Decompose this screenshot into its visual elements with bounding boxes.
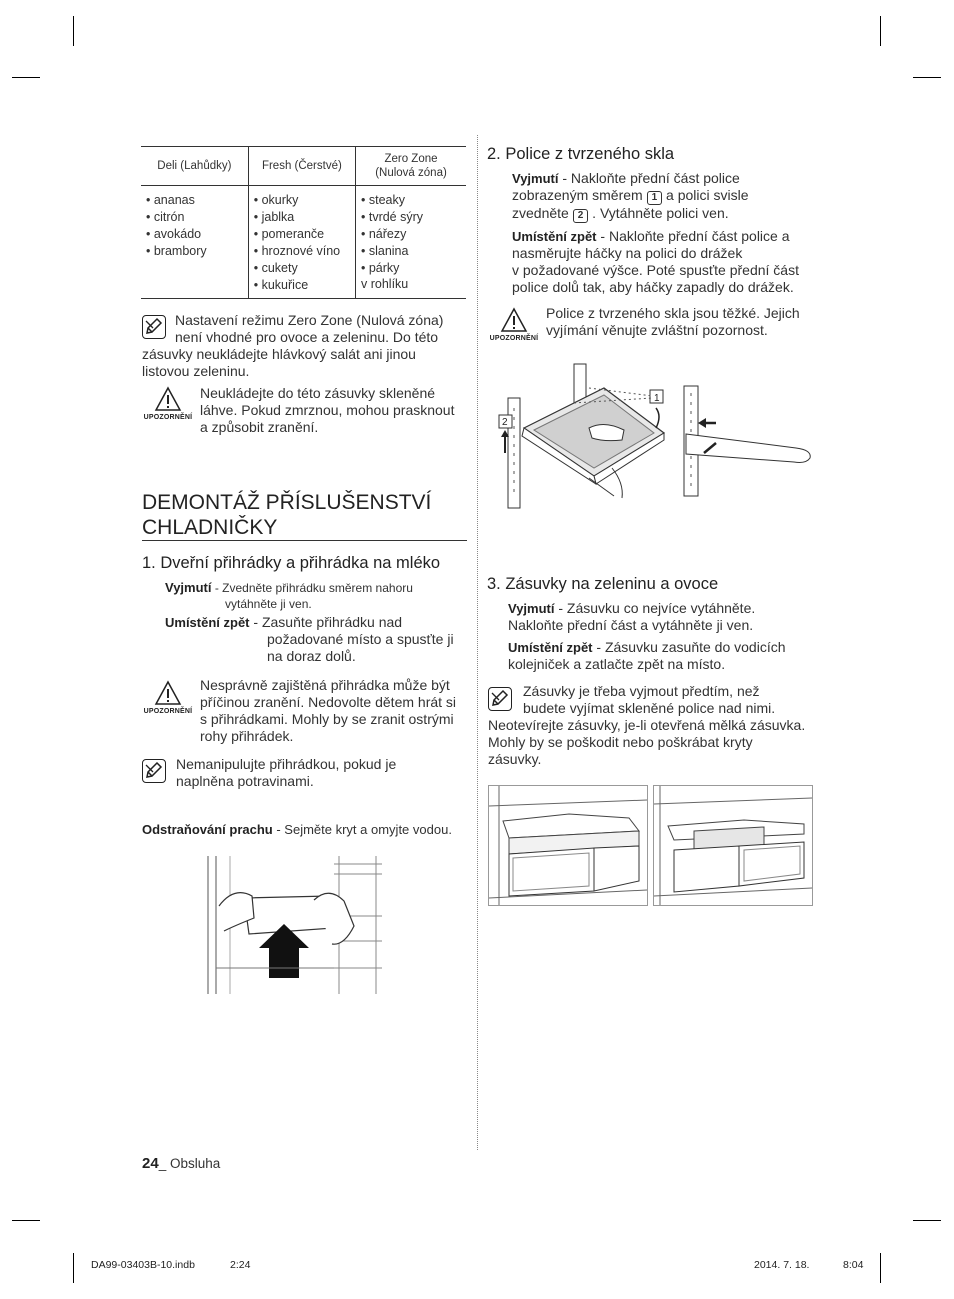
caution-line: Police z tvrzeného skla jsou těžké. Jejich	[546, 305, 800, 321]
subsection-title: 2. Police z tvrzeného skla	[487, 145, 675, 163]
caution-text	[546, 305, 821, 339]
print-time: 8:04	[843, 1259, 864, 1271]
figure-label: 1	[654, 393, 660, 404]
print-file-page: 2:24	[230, 1259, 251, 1271]
list-item: • cukety	[253, 261, 298, 275]
note-line: zásuvky neukládejte hlávkový salát ani jinou	[142, 346, 416, 362]
keyword: Vyjmutí	[165, 580, 212, 595]
caution-label: UPOZORNĚNÍ	[143, 708, 193, 715]
keyword: Vyjmutí	[508, 601, 555, 616]
caution-text	[200, 677, 472, 745]
crop-mark	[880, 16, 881, 46]
caution-line: Nesprávně zajištěná přihrádka může být	[200, 677, 450, 693]
section-title-line: CHLADNIČKY	[142, 516, 278, 539]
list-item: • slanina	[361, 244, 409, 258]
instruction-text: - Zasuňte přihrádku nad	[249, 614, 403, 630]
food-storage-table	[141, 146, 466, 299]
list-item: • nářezy	[361, 227, 407, 241]
list-item: • steaky	[361, 193, 405, 207]
caution-label: UPOZORNĚNÍ	[143, 414, 193, 421]
instruction-text: zobrazeným směrem	[512, 187, 643, 203]
page-footer	[142, 1155, 220, 1172]
instruction-text: - Zásuvku co nejvíce vytáhněte.	[554, 600, 756, 616]
table-header: Deli (Lahůdky)	[141, 147, 248, 186]
instruction-text: police dolů tak, aby háčky zapadly do drážek.	[512, 279, 794, 295]
caution-line: a způsobit zranění.	[200, 419, 319, 435]
crop-mark	[73, 16, 74, 46]
instruction-text: v požadované výšce. Poté spusťte přední část	[512, 262, 799, 278]
remove-instruction	[165, 580, 465, 612]
drawer-illustration-left	[488, 785, 648, 906]
table-header: Fresh (Čerstvé)	[248, 147, 355, 186]
crop-mark	[12, 1220, 40, 1221]
instruction-text: . Vytáhněte polici ven.	[592, 205, 729, 221]
instruction-text: požadované místo a spusťte ji	[267, 631, 454, 647]
caution-icon	[143, 680, 193, 720]
caution-line: vyjímání věnujte zvláštní pozornost.	[546, 322, 768, 338]
note-line: Neotevírejte zásuvky, je-li otevřená mělká zásuvka.	[488, 717, 806, 733]
instruction-text: Nakloňte přední část a vytáhněte ji ven.	[508, 617, 754, 633]
instruction-text: na doraz dolů.	[267, 648, 356, 664]
replace-instruction	[165, 614, 470, 665]
figure-label: 2	[502, 417, 508, 428]
column-divider	[477, 135, 478, 1150]
instruction-text: zvedněte	[512, 205, 569, 221]
subsection-title: 3. Zásuvky na zeleninu a ovoce	[487, 575, 719, 593]
note-line: Zásuvky je třeba vyjmout předtím, než	[523, 683, 760, 699]
note-line: zásuvky.	[488, 751, 542, 767]
instruction-text: - Zvedněte přihrádku směrem nahoru	[211, 581, 413, 595]
table-cell-zero-zone	[356, 186, 467, 299]
shelf-replace-instruction	[512, 228, 822, 296]
drawer-illustration-right	[653, 785, 813, 906]
crop-mark	[913, 77, 941, 78]
note-text	[142, 312, 472, 380]
list-item: • citrón	[146, 210, 185, 224]
caution-line: Neukládejte do této zásuvky skleněné	[200, 385, 436, 401]
section-title-line: DEMONTÁŽ PŘÍSLUŠENSTVÍ	[142, 491, 432, 514]
caution-line: s přihrádkami. Mohly by se zranit ostrými	[200, 711, 454, 727]
list-item: • hroznové víno	[253, 244, 341, 258]
print-file-name: DA99-03403B-10.indb	[91, 1259, 195, 1271]
table-header-line: (Nulová zóna)	[375, 167, 447, 179]
instruction-text: a polici svisle	[666, 187, 749, 203]
table-header	[356, 147, 467, 186]
list-item: • jablka	[253, 210, 295, 224]
keyword: Umístění zpět	[508, 640, 593, 655]
dust-instruction	[142, 821, 472, 838]
note-line: naplněna potravinami.	[176, 773, 314, 789]
table-header-line: Zero Zone	[384, 153, 438, 165]
drawer-remove-instruction	[508, 600, 818, 634]
caution-icon	[489, 307, 539, 347]
print-date: 2014. 7. 18.	[754, 1259, 810, 1271]
table-cell-deli	[141, 186, 248, 299]
note-text	[488, 683, 823, 768]
list-item: v rohlíku	[361, 277, 409, 291]
keyword: Umístění zpět	[165, 615, 250, 630]
instruction-text: kolejniček a zatlačte zpět na místo.	[508, 656, 726, 672]
list-item: • avokádo	[146, 227, 202, 241]
title-rule	[142, 540, 467, 541]
list-item: • pomeranče	[253, 227, 325, 241]
note-line: listovou zeleninu.	[142, 363, 250, 379]
crop-mark	[12, 77, 40, 78]
caution-label: UPOZORNĚNÍ	[489, 335, 539, 342]
crop-mark	[913, 1220, 941, 1221]
note-line: Nastavení režimu Zero Zone (Nulová zóna)	[175, 312, 444, 328]
drawer-replace-instruction	[508, 639, 818, 673]
crop-mark	[73, 1253, 74, 1283]
note-icon	[142, 759, 166, 783]
caution-line: příčinou zranění. Nedovolte dětem hrát si	[200, 694, 457, 710]
table-cell-fresh	[248, 186, 355, 299]
note-line: Nemanipulujte přihrádkou, pokud je	[176, 756, 397, 772]
note-line: budete vyjímat skleněné police nad nimi.	[523, 700, 776, 716]
subsection-title: 1. Dveřní přihrádky a přihrádka na mléko	[142, 554, 441, 572]
instruction-text: - Sejměte kryt a omyjte vodou.	[272, 822, 452, 837]
note-text	[176, 756, 471, 790]
note-line: Mohly by se poškodit nebo poškrábat kryty	[488, 734, 753, 750]
instruction-text: nasměrujte háčky na polici do drážek	[512, 245, 743, 261]
caution-text	[200, 385, 472, 436]
shelf-remove-instruction	[512, 170, 817, 223]
instruction-text: - Nakloňte přední část police	[558, 170, 740, 186]
list-item: • kukuřice	[253, 278, 309, 292]
list-item: • okurky	[253, 193, 299, 207]
caution-line: láhve. Pokud zmrznou, mohou prasknout	[200, 402, 455, 418]
step-number-badge: 1	[647, 191, 663, 205]
instruction-text: vytáhněte ji ven.	[225, 597, 312, 611]
caution-line: rohy přihrádek.	[200, 728, 294, 744]
instruction-text: - Zásuvku zasuňte do vodicích	[592, 639, 786, 655]
keyword: Vyjmutí	[512, 171, 559, 186]
instruction-text: - Nakloňte přední část police a	[596, 228, 790, 244]
page-section: _ Obsluha	[158, 1156, 221, 1171]
keyword: Umístění zpět	[512, 229, 597, 244]
caution-icon	[143, 386, 193, 426]
list-item: • tvrdé sýry	[361, 210, 424, 224]
section-title	[142, 490, 467, 540]
crop-mark	[880, 1253, 881, 1283]
step-number-badge: 2	[573, 209, 589, 223]
note-line: není vhodné pro ovoce a zeleninu. Do této	[175, 329, 439, 345]
list-item: • párky	[361, 261, 400, 275]
list-item: • brambory	[146, 244, 207, 258]
list-item: • ananas	[146, 193, 195, 207]
door-bin-illustration	[204, 856, 384, 994]
keyword: Odstraňování prachu	[142, 822, 273, 837]
glass-shelf-illustration	[494, 358, 816, 516]
page-number: 24	[142, 1155, 159, 1172]
